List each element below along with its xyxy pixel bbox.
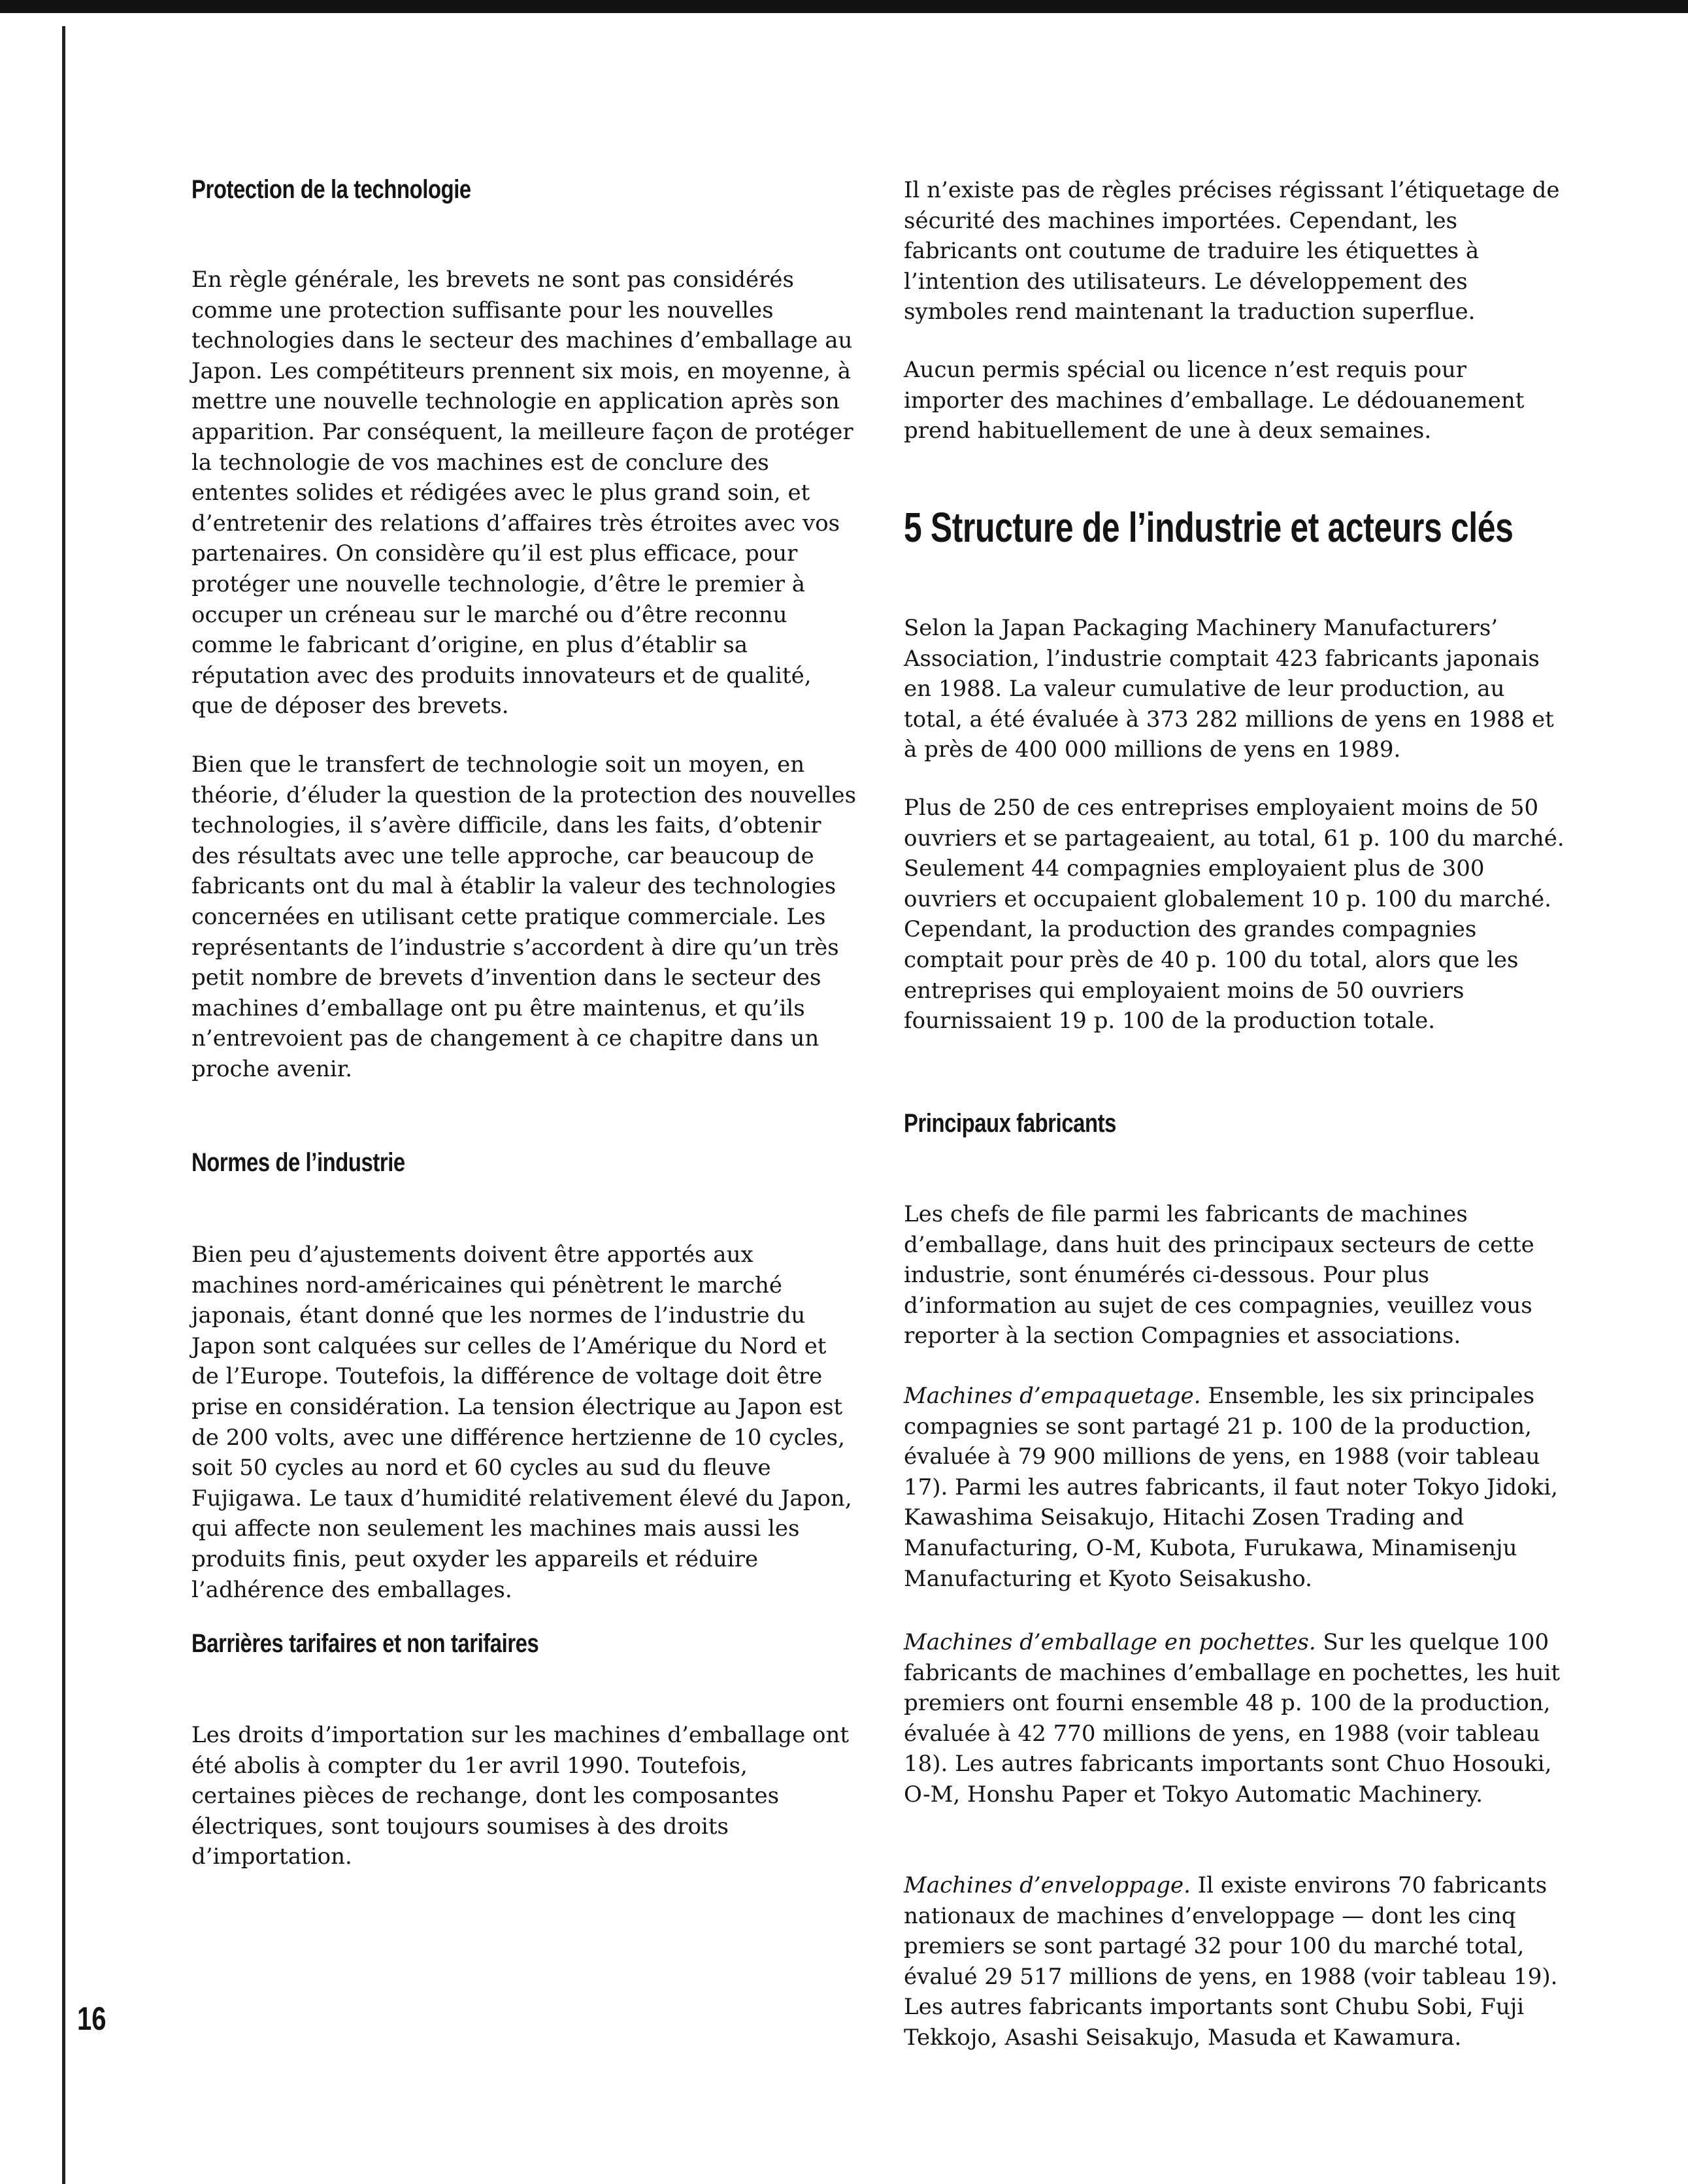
lead-pochettes: Machines d’emballage en pochettes.	[904, 1629, 1316, 1655]
lead-empaquetage: Machines d’empaquetage.	[904, 1383, 1201, 1409]
paragraph-principaux: Les chefs de file parmi les fabricants de machines d’emballage, dans huit des principaux secteurs de cette industrie, sont énumérés ci-dessous. Pour plus d’information au sujet de ces compagnies, veuillez vous reporter à la section Compagnies et associations.	[904, 1201, 1534, 1349]
text-enveloppage: Il existe environs 70 fabricants nationaux de machines d’enveloppage — dont les cinq premiers se sont partagé 32 pour 100 du marché total, évalué 29 517 millions de yens, en 1988 (voir tableau 19). Les autres fabricants importants sont Chubu Sobi, Fuji Tekkojo, Asashi Seisakujo, Masuda et Kawamura.	[904, 1872, 1558, 2051]
page-number: 16	[77, 2000, 107, 2037]
paragraph-enveloppage	[904, 1870, 1570, 2053]
heading-barrieres: Barrières tarifaires et non tarifaires	[191, 1629, 539, 1658]
heading-normes: Normes de l’industrie	[191, 1148, 405, 1177]
paragraph-etiquetage: Il n’existe pas de règles précises régissant l’étiquetage de sécurité des machines importées. Cependant, les fabricants ont coutume de traduire les étiquettes à l’intention des utilisateurs. Le développement des symboles rend maintenant la traduction superflue.	[904, 177, 1560, 325]
paragraph-protection-1: En règle générale, les brevets ne sont pas considérés comme une protection suffisante pour les nouvelles technologies dans le secteur des machines d’emballage au Japon. Les compétiteurs prennent six mois, en moyenne, à mettre une nouvelle technologie en application après son apparition. Par conséquent, la meilleure façon de protéger la technologie de vos machines est de conclure des ententes solides et rédigées avec le plus grand soin, et d’entretenir des relations d’affaires très étroites avec vos partenaires. On considère qu’il est plus efficace, pour protéger une nouvelle technologie, d’être le premier à occuper un créneau sur le marché ou d’être reconnu comme le fabricant d’origine, en plus d’établir sa réputation avec des produits innovateurs et de qualité, que de déposer des brevets.	[191, 267, 853, 720]
paragraph-normes: Bien peu d’ajustements doivent être apportés aux machines nord-américaines qui pénètrent le marché japonais, étant donné que les normes de l’industrie du Japon sont calquées sur celles de l’Amérique du Nord et de l’Europe. Toutefois, la différence de voltage doit être prise en considération. La tension électrique au Japon est de 200 volts, avec une différence hertzienne de 10 cycles, soit 50 cycles au nord et 60 cycles au sud du fleuve Fujigawa. Le taux d’humidité relativement élevé du Japon, qui affecte non seulement les machines mais aussi les produits finis, peut oxyder les appareils et réduire l’adhérence des emballages.	[191, 1242, 852, 1603]
paragraph-barrieres: Les droits d’importation sur les machines d’emballage ont été abolis à compter du 1er avril 1990. Toutefois, certaines pièces de rechange, dont les composantes électriques, sont toujours soumises à des droits d’importation.	[191, 1722, 850, 1870]
section-heading-structure: 5 Structure de l’industrie et acteurs clés	[904, 504, 1514, 551]
paragraph-structure-2: Plus de 250 de ces entreprises employaient moins de 50 ouvriers et se partageaient, au total, 61 p. 100 du marché. Seulement 44 compagnies employaient plus de 300 ouvriers et occupaient globalement 10 p. 100 du marché. Cependant, la production des grandes compagnies comptait pour près de 40 p. 100 du total, alors que les entreprises qui employaient moins de 50 ouvriers fournissaient 19 p. 100 de la production totale.	[904, 795, 1564, 1034]
paragraph-permis: Aucun permis spécial ou licence n’est requis pour importer des machines d’emballage. Le dédouanement prend habituellement de une à deux semaines.	[904, 357, 1525, 444]
left-margin-rule	[62, 26, 65, 2184]
heading-principaux: Principaux fabricants	[904, 1109, 1116, 1138]
paragraph-empaquetage	[904, 1381, 1570, 1594]
paragraph-pochettes	[904, 1627, 1570, 1810]
paragraph-structure-1: Selon la Japan Packaging Machinery Manufacturers’ Association, l’industrie comptait 423 fabricants japonais en 1988. La valeur cumulative de leur production, au total, a été évaluée à 373 282 millions de yens en 1988 et à près de 400 000 millions de yens en 1989.	[904, 615, 1554, 763]
lead-enveloppage: Machines d’enveloppage.	[904, 1872, 1191, 1898]
paragraph-protection-2: Bien que le transfert de technologie soit un moyen, en théorie, d’éluder la question de la protection des nouvelles technologies, il s’avère difficile, dans les faits, d’obtenir des résultats avec une telle approche, car beaucoup de fabricants ont du mal à établir la valeur des technologies concernées en utilisant cette pratique commerciale. Les représentants de l’industrie s’accordent à dire qu’un très petit nombre de brevets d’invention dans le secteur des machines d’emballage ont pu être maintenus, et qu’ils n’entrevoient pas de changement à ce chapitre dans un proche avenir.	[191, 752, 857, 1082]
top-border-rule	[0, 0, 1688, 13]
heading-protection: Protection de la technologie	[191, 175, 471, 204]
text-pochettes: Sur les quelque 100 fabricants de machines d’emballage en pochettes, les huit premiers ont fourni ensemble 48 p. 100 de la production, évaluée à 42 770 millions de yens, en 1988 (voir tableau 18). Les autres fabricants importants sont Chuo Hosouki, O-M, Honshu Paper et Tokyo Automatic Machinery.	[904, 1629, 1561, 1808]
text-empaquetage: Ensemble, les six principales compagnies se sont partagé 21 p. 100 de la production, évaluée à 79 900 millions de yens, en 1988 (voir tableau 17). Parmi les autres fabricants, il faut noter Tokyo Jidoki, Kawashima Seisakujo, Hitachi Zosen Trading and Manufacturing, O-M, Kubota, Furukawa, Minamisenju Manufacturing et Kyoto Seisakusho.	[904, 1383, 1558, 1592]
